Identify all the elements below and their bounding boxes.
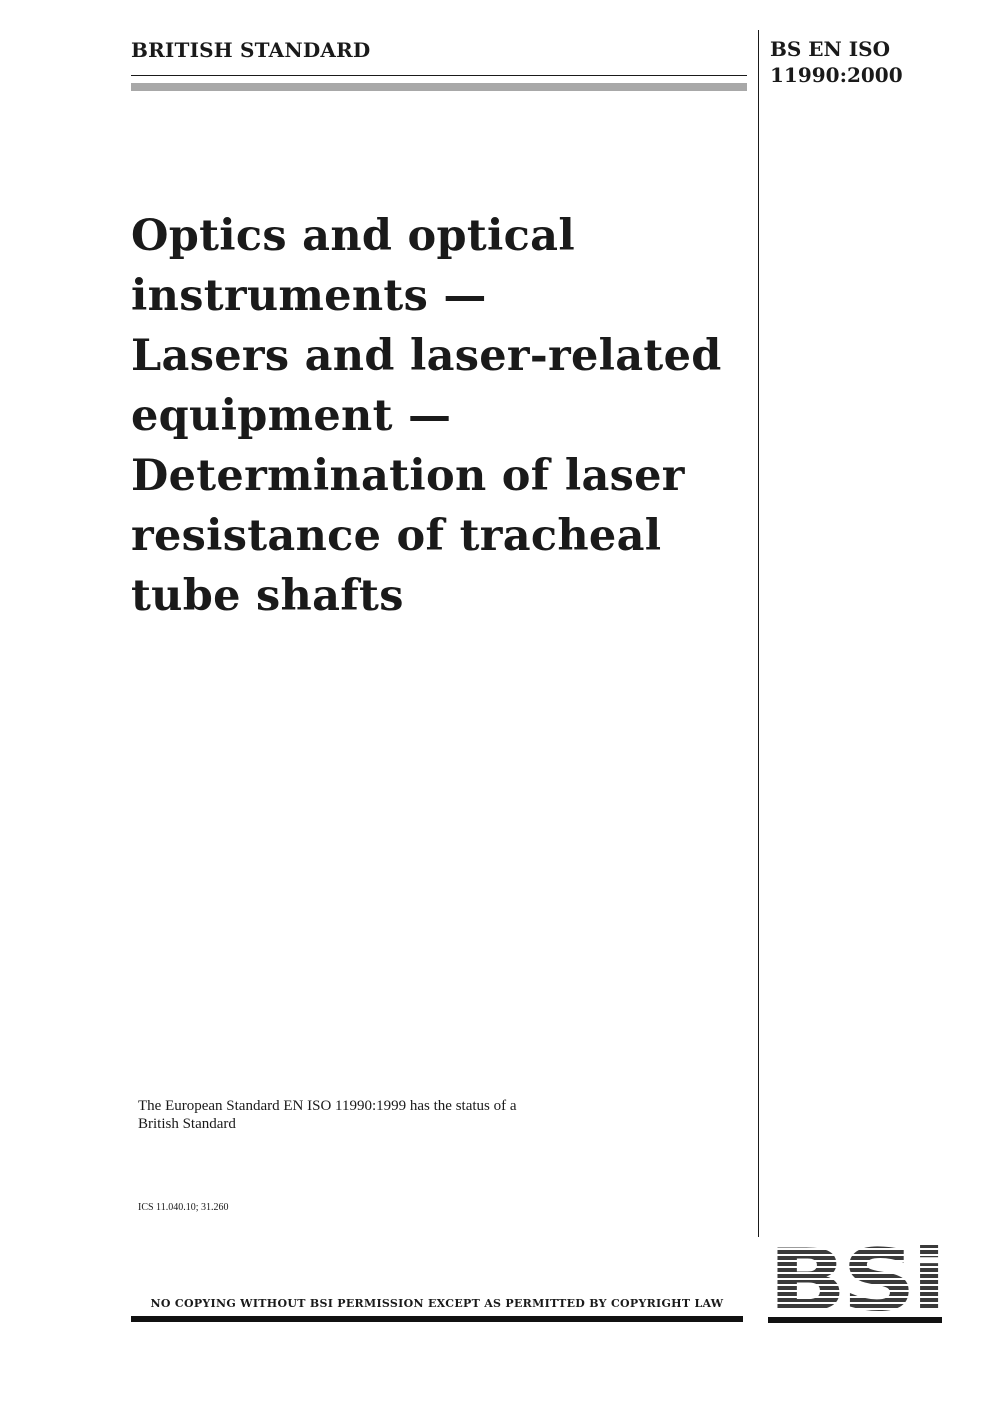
title-line: tube shafts	[131, 571, 404, 621]
title-line: Lasers and laser-related	[131, 331, 722, 381]
copyright-notice: NO COPYING WITHOUT BSI PERMISSION EXCEPT AS PERMITTED BY COPYRIGHT LAW	[150, 1297, 724, 1310]
vertical-divider	[758, 30, 759, 1237]
title-line: Optics and optical	[131, 211, 575, 261]
status-line-1: The European Standard EN ISO 11990:1999 has the status of a	[138, 1098, 517, 1114]
document-number-line-2: 11990:2000	[770, 63, 903, 87]
document-title	[131, 206, 741, 626]
status-statement	[138, 1097, 608, 1133]
footer-rule	[131, 1316, 743, 1322]
bsi-logo	[768, 1244, 942, 1324]
standard-type-label: BRITISH STANDARD	[131, 38, 371, 62]
title-line: Determination of laser	[131, 451, 685, 501]
document-number	[770, 36, 903, 88]
title-line: resistance of tracheal	[131, 511, 662, 561]
ics-code: ICS 11.040.10; 31.260	[138, 1202, 229, 1213]
status-line-2: British Standard	[138, 1116, 236, 1132]
header-rule-thin	[131, 75, 747, 76]
header-rule-thick	[131, 83, 747, 91]
title-line: equipment —	[131, 391, 452, 441]
title-line: instruments —	[131, 271, 487, 321]
document-number-line-1: BS EN ISO	[770, 37, 891, 61]
